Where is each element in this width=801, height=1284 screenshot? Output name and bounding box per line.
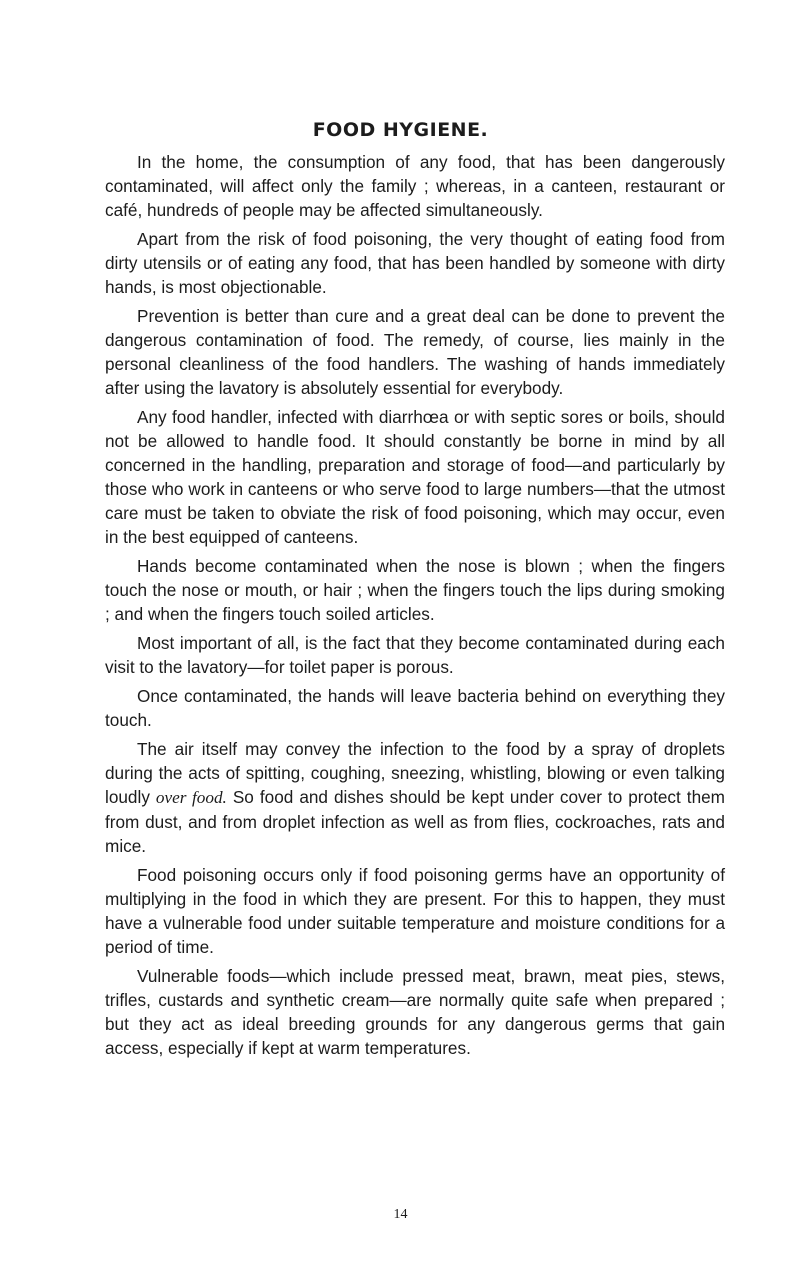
body-text [105,150,725,1065]
paragraph-4: Any food handler, infected with diarrhœa or with septic sores or boils, should not be allowed to handle food. It should constantly be borne in mind by all concerned in the handling, preparation and storage of food—and particularly by those who work in canteens or who serve food to large numbers—that the utmost care must be taken to obviate the risk of food poisoning, which may occur, even in the best equipped of canteens. [105,407,725,547]
paragraph-7: Once contaminated, the hands will leave bacteria behind on everything they touch. [105,686,725,730]
paragraph-8-start: The air itself may convey the infection to the food by a spray of droplets during the acts of spitting, coughing, sneezing, whistling, blowing or even talking loudly [105,739,725,807]
paragraph-10: Vulnerable foods—which include pressed meat, brawn, meat pies, stews, trifles, custards and synthetic cream—are normally quite safe when prepared ; but they act as ideal breeding grounds for any dangerous germs that gain access, especially if kept at warm temperatures. [105,966,725,1058]
paragraph-8 [105,737,725,858]
paragraph-9: Food poisoning occurs only if food poisoning germs have an opportunity of multiplying in the food in which they are present. For this to happen, they must have a vulnerable food under suitable temperature and moisture conditions for a period of time. [105,865,725,957]
paragraph-8-emphasis: over food. [155,788,227,807]
page-title: FOOD HYGIENE. [312,119,489,141]
paragraph-1: In the home, the consumption of any food, that has been dangerously contaminated, will affect only the family ; whereas, in a canteen, restaurant or café, hundreds of people may be affected simultaneously. [105,152,725,220]
paragraph-5: Hands become contaminated when the nose is blown ; when the fingers touch the nose or mouth, or hair ; when the fingers touch the lips during smoking ; and when the fingers touch soiled articles. [105,556,725,624]
paragraph-3: Prevention is better than cure and a great deal can be done to prevent the dangerous contamination of food. The remedy, of course, lies mainly in the personal cleanliness of the food handlers. The washing of hands immediately after using the lavatory is absolutely essential for everybody. [105,306,725,398]
paragraph-6: Most important of all, is the fact that they become contaminated during each visit to the lavatory—for toilet paper is porous. [105,633,725,677]
paragraph-2: Apart from the risk of food poisoning, the very thought of eating food from dirty utensils or of eating any food, that has been handled by someone with dirty hands, is most objectionable. [105,229,725,297]
page-number: 14 [393,1207,408,1222]
paragraph-8-end: So food and dishes should be kept under cover to protect them from dust, and from droplet infection as well as from flies, cockroaches, rats and mice. [105,787,726,856]
